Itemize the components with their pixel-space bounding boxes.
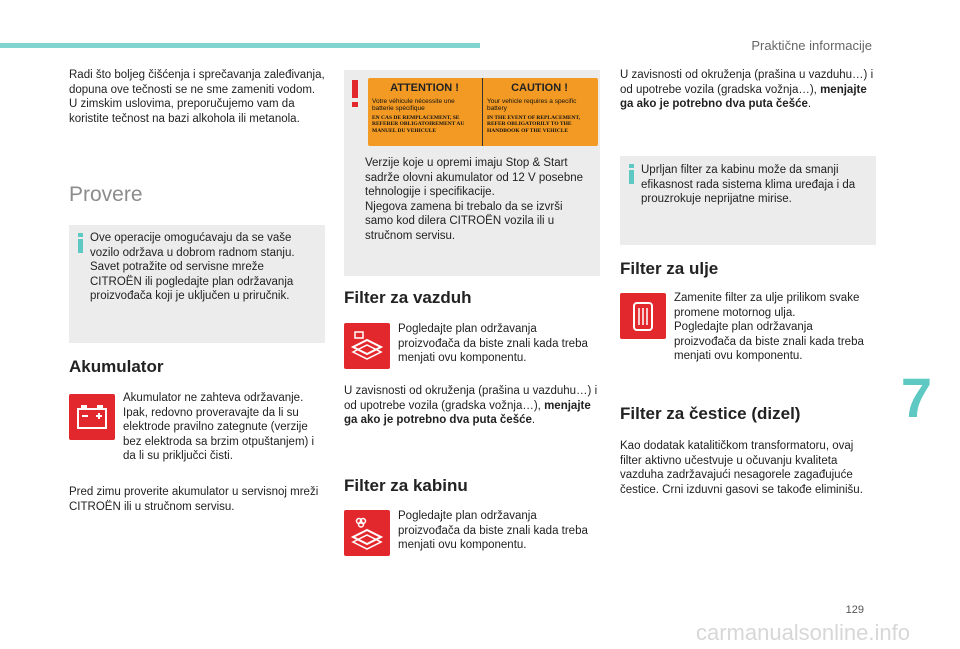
kabina-info-box bbox=[620, 156, 876, 245]
kabina-heading: Filter za kabinu bbox=[344, 476, 468, 495]
vazduh-note-end: . bbox=[531, 414, 536, 426]
vazduh-note-bold: menjajte ga ako je potrebno dva puta češće bbox=[344, 399, 591, 426]
akumulator-text: Akumulator ne zahteva održavanje. Ipak, redovno proveravajte da li su elektrode pravilno zategnute (verzije bez elektroda sa brzim otpuštanjem) i da li su priključci čisti. bbox=[123, 392, 315, 462]
provere-info-text: Ove operacije omogućavaju da se vaše vozilo održava u dobrom radnom stanju. Savet potražite od servisne mreže CITROËN ili pogledajte plan održavanja proizvođača koji je uključen u priručnik. bbox=[90, 232, 295, 302]
column-middle bbox=[344, 0, 600, 649]
kabina-note-end: . bbox=[807, 98, 812, 110]
akumulator-note: Pred zimu proverite akumulator u servisnoj mreži CITROËN ili u stručnom servisu. bbox=[69, 486, 319, 513]
battery-icon bbox=[69, 394, 115, 440]
stopstart-text: Verzije koje u opremi imaju Stop & Start sadrže olovni akumulator od 12 V posebne tehnologije i specifikacije. Njegova zamena bi trebalo da se izvrši samo kod dilera CITROËN vozila ili u stručnom servisu. bbox=[365, 157, 584, 242]
label-french bbox=[368, 78, 481, 146]
vazduh-text: Pogledajte plan održavanja proizvođača da biste znali kada treba menjati ovu komponentu. bbox=[398, 323, 588, 364]
warning-exclamation-icon bbox=[352, 80, 358, 98]
label-attention: ATTENTION ! bbox=[390, 82, 459, 94]
kabina-note-bold: menjajte ga ako je potrebno dva puta češće bbox=[620, 83, 867, 110]
chapter-number: 7 bbox=[900, 366, 932, 429]
label-en-caps: IN THE EVENT OF REPLACEMENT, REFER OBLIGATORILY TO THE HANDBOOK OF THE VEHICLE bbox=[487, 114, 581, 134]
stopstart-info-box bbox=[344, 70, 600, 276]
page-number: 129 bbox=[845, 604, 864, 616]
column-right bbox=[620, 0, 876, 649]
label-fr-small: Votre véhicule nécessite une batterie spécifique bbox=[372, 97, 455, 112]
vazduh-note-plain: U zavisnosti od okruženja (prašina u vazduhu…) i od upotrebe vozila (gradska vožnja…), bbox=[344, 385, 598, 412]
ulje-heading: Filter za ulje bbox=[620, 259, 719, 278]
label-caution: CAUTION ! bbox=[511, 82, 568, 94]
provere-info-box bbox=[69, 225, 325, 343]
label-en-small: Your vehicle requires a specific battery bbox=[487, 97, 577, 112]
cestice-heading: Filter za čestice (dizel) bbox=[620, 404, 801, 423]
oil-filter-icon bbox=[620, 293, 666, 339]
watermark: carmanualsonline.info bbox=[695, 620, 910, 645]
battery-warning-label bbox=[368, 78, 598, 146]
kabina-note-plain: U zavisnosti od okruženja (prašina u vazduhu…) i od upotrebe vozila (gradska vožnja…), bbox=[620, 69, 874, 96]
akumulator-heading: Akumulator bbox=[69, 357, 164, 376]
kabina-info-text: Uprljan filter za kabinu može da smanji efikasnost rada sistema klima uređaja i da prouzrokuje neprijatne mirise. bbox=[641, 164, 856, 205]
column-left bbox=[69, 0, 325, 649]
air-filter-icon bbox=[344, 323, 390, 369]
kabina-note bbox=[620, 68, 876, 112]
info-icon bbox=[78, 239, 83, 253]
label-english bbox=[483, 78, 596, 146]
info-icon bbox=[629, 170, 634, 184]
intro-paragraph: Radi što boljeg čišćenja i sprečavanja zaleđivanja, dopuna ove tečnosti se ne sme zameniti vodom. U zimskim uslovima, preporučujemo vam da koristite tečnost na bazi alkohola ili metanola. bbox=[69, 69, 325, 125]
ulje-text: Zamenite filter za ulje prilikom svake promene motornog ulja. Pogledajte plan održavanja proizvođača da biste znali kada treba menjati ovu komponentu. bbox=[674, 292, 864, 362]
cestice-text: Kao dodatak katalitičkom transformatoru, ovaj filter aktivno učestvuje u očuvanju kvaliteta vazduha zadržavajući nesagorele zagađujuće čestice. Crni izduvni gasovi se takođe eliminišu. bbox=[620, 440, 863, 496]
vazduh-heading: Filter za vazduh bbox=[344, 288, 472, 307]
vazduh-note bbox=[344, 384, 600, 428]
label-fr-caps: EN CAS DE REMPLACEMENT, SE REFERER OBLIGATOIREMENT AU MANUEL DU VEHICULE bbox=[372, 114, 465, 134]
cabin-filter-icon bbox=[344, 510, 390, 556]
provere-heading: Provere bbox=[69, 183, 143, 206]
section-title: Praktične informacije bbox=[751, 38, 872, 53]
kabina-text: Pogledajte plan održavanja proizvođača da biste znali kada treba menjati ovu komponentu. bbox=[398, 510, 588, 551]
